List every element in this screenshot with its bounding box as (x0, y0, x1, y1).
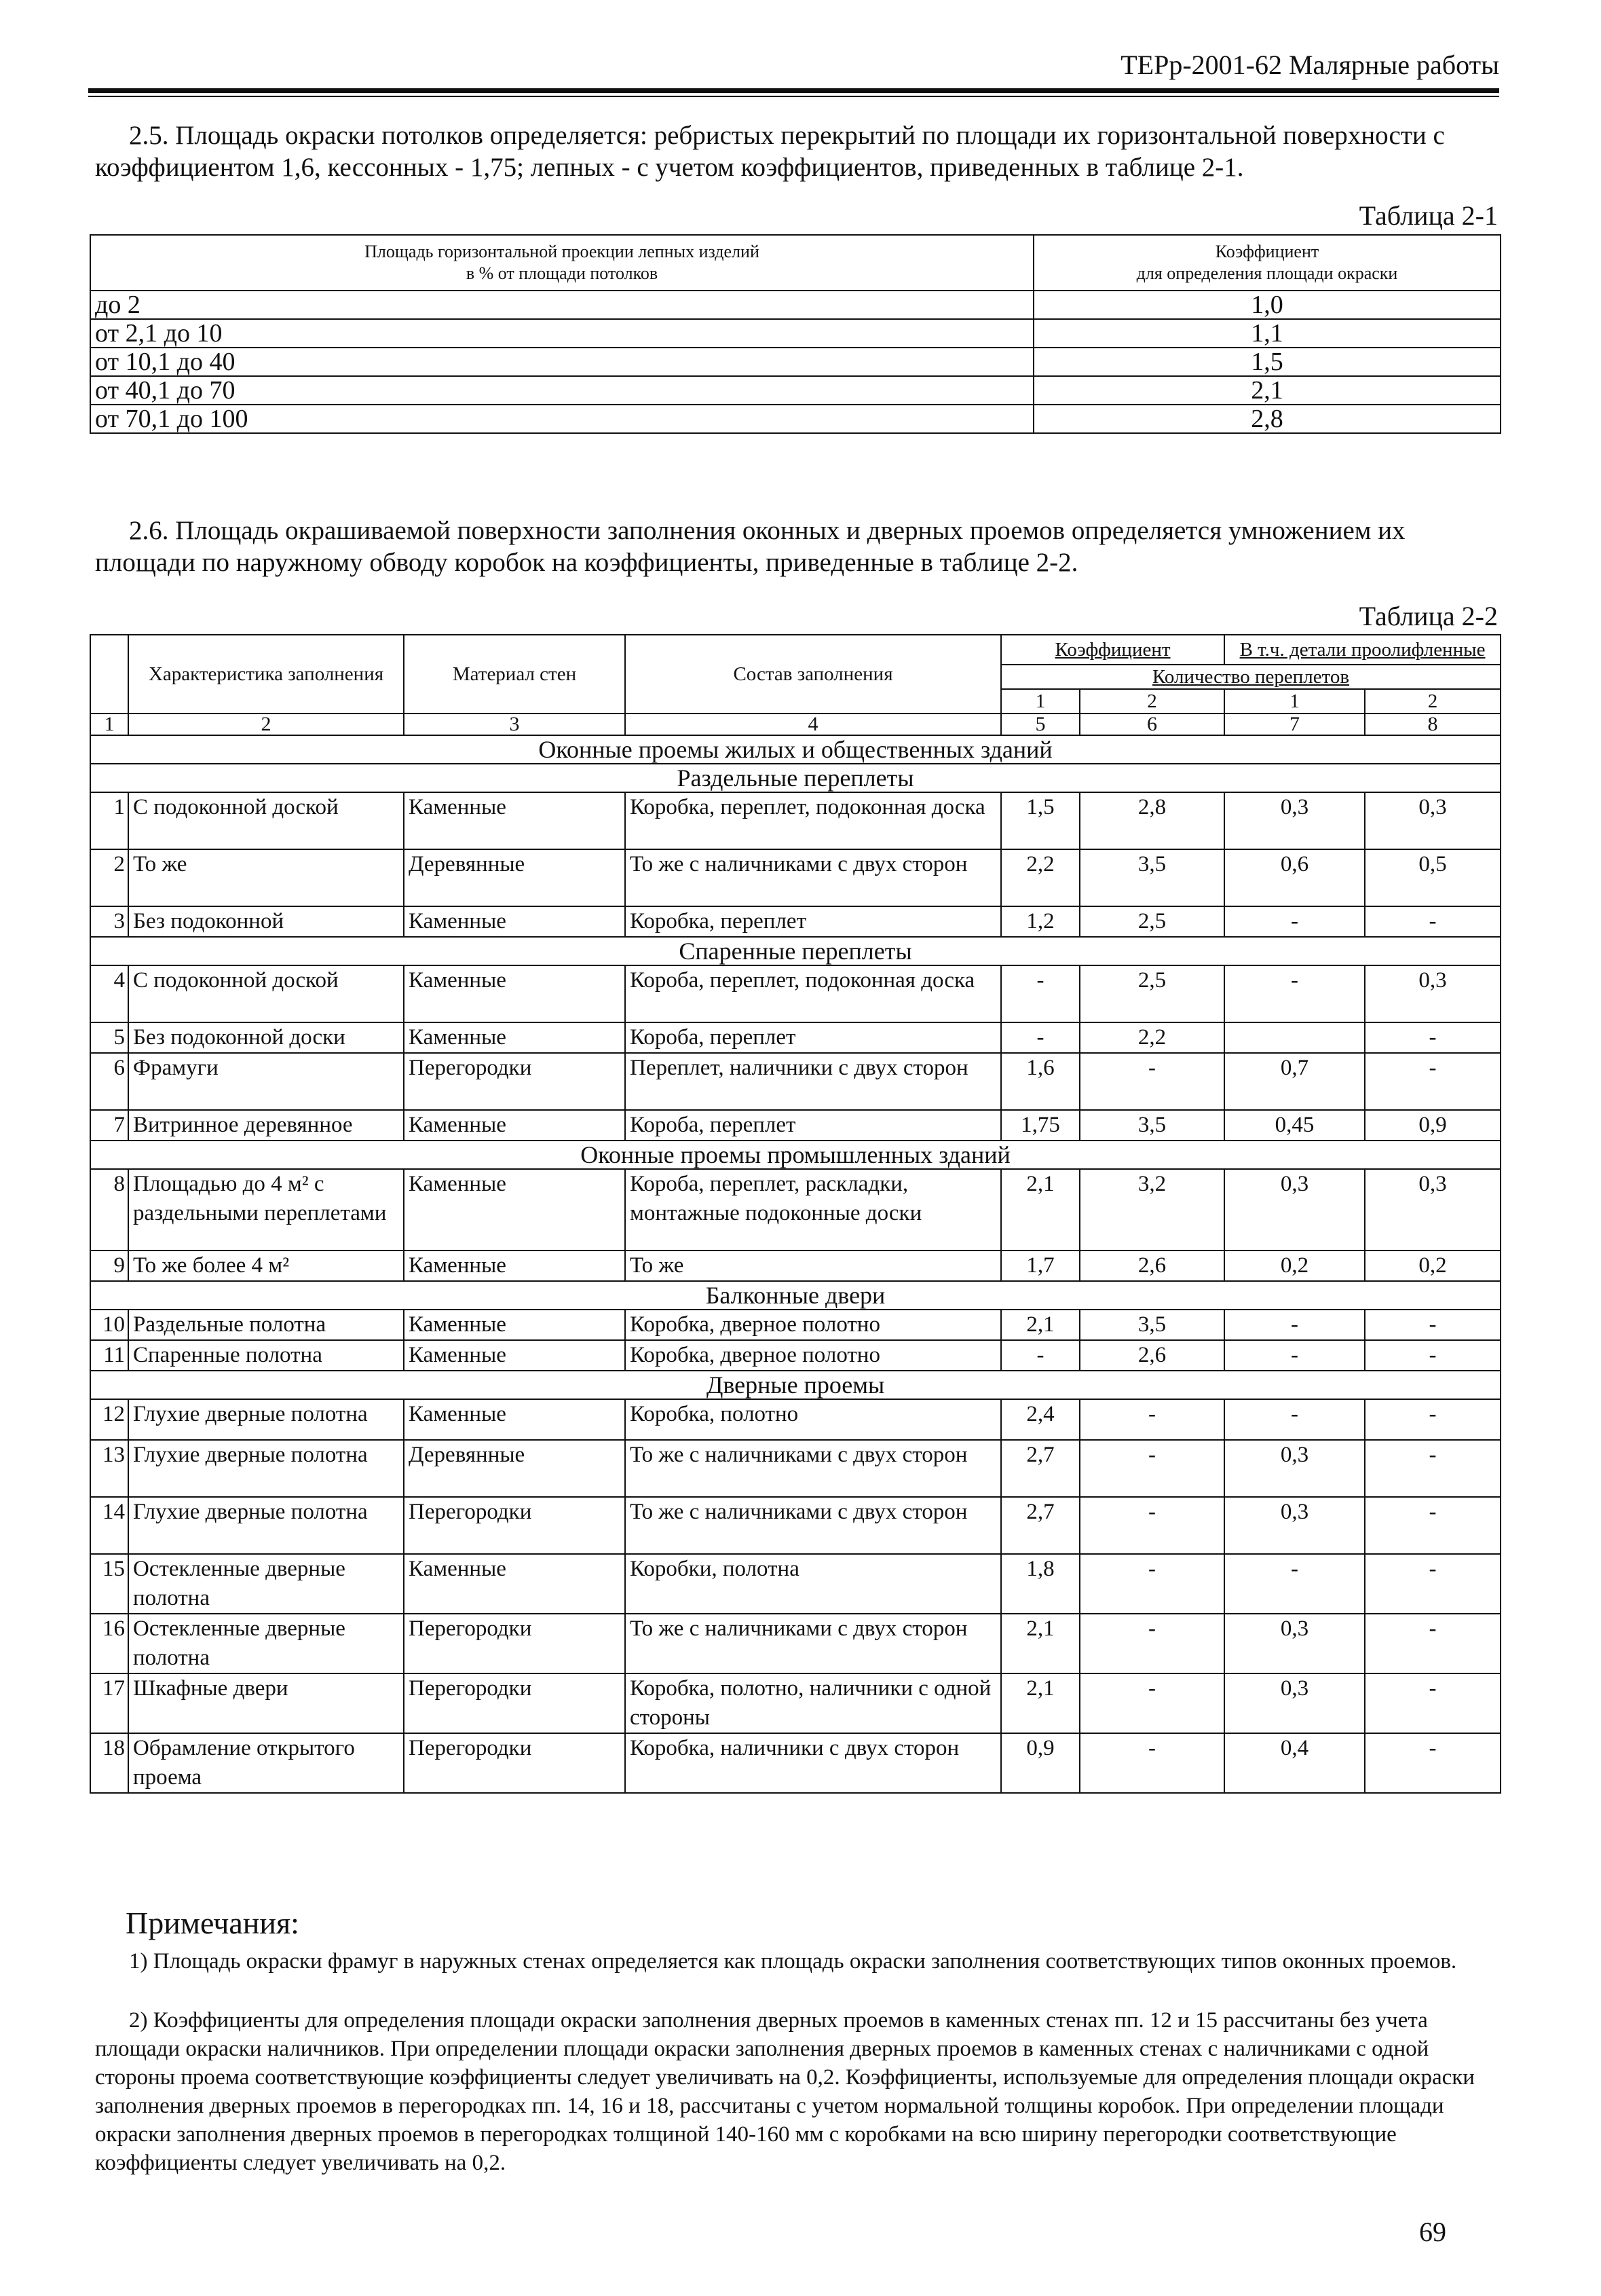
header-title: ТЕРр-2001-62 Малярные работы (1120, 50, 1499, 80)
profiled-1-cell: 0,3 (1224, 1673, 1365, 1733)
table1-header-coef (1034, 235, 1501, 291)
profiled-1-cell: 0,2 (1224, 1251, 1365, 1281)
characteristic-cell: То же (128, 849, 404, 906)
section-title: Балконные двери (90, 1281, 1501, 1310)
coefficient-2-cell: 2,2 (1080, 1022, 1224, 1053)
profiled-2-cell: 0,5 (1365, 849, 1501, 906)
wall-material-cell: Деревянные (404, 1440, 625, 1497)
coefficient-2-cell: 3,5 (1080, 849, 1224, 906)
wall-material-cell: Каменные (404, 1251, 625, 1281)
area-range-cell: от 70,1 до 100 (90, 405, 1034, 433)
profiled-1-cell: - (1224, 1399, 1365, 1440)
coefficient-cell: 1,0 (1034, 291, 1501, 319)
header-line: в % от площади потолков (466, 263, 658, 283)
header-sub: 1 (1001, 689, 1080, 714)
table-row (90, 1614, 1501, 1673)
wall-material-cell: Каменные (404, 1554, 625, 1614)
coefficient-1-cell: 2,2 (1001, 849, 1080, 906)
wall-material-cell: Каменные (404, 1022, 625, 1053)
profiled-2-cell: - (1365, 1614, 1501, 1673)
area-range-cell: от 10,1 до 40 (90, 348, 1034, 376)
profiled-2-cell: - (1365, 1310, 1501, 1340)
characteristic-cell: Фрамуги (128, 1053, 404, 1110)
coefficient-1-cell: 2,4 (1001, 1399, 1080, 1440)
header-material: Материал стен (404, 635, 625, 714)
composition-cell: Короба, переплет (625, 1110, 1001, 1141)
section-row (90, 937, 1501, 965)
column-number-cell: 4 (625, 714, 1001, 735)
composition-cell: То же (625, 1251, 1001, 1281)
table-row (90, 1340, 1501, 1371)
wall-material-cell: Перегородки (404, 1497, 625, 1554)
coefficient-1-cell: 1,6 (1001, 1053, 1080, 1110)
characteristic-cell: Глухие дверные полотна (128, 1399, 404, 1440)
column-number-cell: 8 (1365, 714, 1501, 735)
wall-material-cell: Каменные (404, 1169, 625, 1251)
coefficient-cell: 1,1 (1034, 319, 1501, 348)
table-row (90, 319, 1501, 348)
profiled-2-cell: - (1365, 1399, 1501, 1440)
profiled-1-cell: - (1224, 1554, 1365, 1614)
header-line: Площадь горизонтальной проекции лепных изделий (364, 242, 759, 261)
section-title: Дверные проемы (90, 1371, 1501, 1399)
composition-cell: Коробка, полотно, наличники с одной стороны (625, 1673, 1001, 1733)
table-row (90, 1022, 1501, 1053)
header-profiled: В т.ч. детали проолифленные (1224, 635, 1501, 665)
composition-cell: Коробка, полотно (625, 1399, 1001, 1440)
section-row (90, 1281, 1501, 1310)
section-title: Раздельные переплеты (90, 764, 1501, 792)
composition-cell: Короба, переплет, раскладки, монтажные подоконные доски (625, 1169, 1001, 1251)
composition-cell: Коробка, дверное полотно (625, 1340, 1001, 1371)
header-rule (88, 88, 1499, 93)
profiled-1-cell: 0,6 (1224, 849, 1365, 906)
coefficient-2-cell: - (1080, 1440, 1224, 1497)
coefficient-1-cell: - (1001, 1340, 1080, 1371)
composition-cell: Переплет, наличники с двух сторон (625, 1053, 1001, 1110)
coefficient-2-cell: - (1080, 1053, 1224, 1110)
section-row (90, 764, 1501, 792)
coefficient-1-cell: 2,1 (1001, 1614, 1080, 1673)
table-row (90, 405, 1501, 433)
table-row (90, 348, 1501, 376)
note-1: 1) Площадь окраски фрамуг в наружных стенах определяется как площадь окраски заполнения соответствующих типов оконных проемов. (129, 1949, 1457, 1974)
coefficient-2-cell: - (1080, 1733, 1224, 1793)
column-number-row (90, 714, 1501, 735)
profiled-1-cell: 0,7 (1224, 1053, 1365, 1110)
coefficient-1-cell: - (1001, 965, 1080, 1022)
profiled-2-cell: 0,3 (1365, 965, 1501, 1022)
coefficient-cell: 1,5 (1034, 348, 1501, 376)
header-rule-thin (88, 96, 1499, 97)
profiled-2-cell: - (1365, 1497, 1501, 1554)
coefficient-1-cell: 2,7 (1001, 1497, 1080, 1554)
column-number-cell: 5 (1001, 714, 1080, 735)
characteristic-cell: Остекленные дверные полотна (128, 1554, 404, 1614)
row-number-cell: 17 (90, 1673, 128, 1733)
characteristic-cell: Спаренные полотна (128, 1340, 404, 1371)
row-number-cell: 12 (90, 1399, 128, 1440)
table-row (90, 1251, 1501, 1281)
composition-cell: Коробка, наличники с двух сторон (625, 1733, 1001, 1793)
characteristic-cell: Витринное деревянное (128, 1110, 404, 1141)
profiled-1-cell: 0,3 (1224, 1440, 1365, 1497)
characteristic-cell: Остекленные дверные полотна (128, 1614, 404, 1673)
header-frame-count: Количество переплетов (1001, 665, 1501, 689)
characteristic-cell: Без подоконной (128, 906, 404, 937)
profiled-1-cell: 0,3 (1224, 1497, 1365, 1554)
section-title: Спаренные переплеты (90, 937, 1501, 965)
profiled-2-cell: 0,9 (1365, 1110, 1501, 1141)
coefficient-1-cell: 1,8 (1001, 1554, 1080, 1614)
paragraph-2-5: 2.5. Площадь окраски потолков определяется: ребристых перекрытий по площади их горизонтальной поверхности с коэффициентом 1,6, кессонных - 1,75; лепных - с учетом коэффициентов, приведенных в таблице 2-1. (95, 121, 1445, 182)
composition-cell: Короба, переплет, подоконная доска (625, 965, 1001, 1022)
profiled-2-cell: - (1365, 1053, 1501, 1110)
wall-material-cell: Каменные (404, 965, 625, 1022)
row-number-cell: 1 (90, 792, 128, 849)
wall-material-cell: Каменные (404, 1399, 625, 1440)
column-number-cell: 7 (1224, 714, 1365, 735)
coefficient-2-cell: 3,2 (1080, 1169, 1224, 1251)
profiled-2-cell: - (1365, 1022, 1501, 1053)
profiled-1-cell: 0,3 (1224, 1614, 1365, 1673)
header-sub: 2 (1365, 689, 1501, 714)
composition-cell: Коробки, полотна (625, 1554, 1001, 1614)
characteristic-cell: Площадью до 4 м² с раздельными переплетами (128, 1169, 404, 1251)
characteristic-cell: Обрамление открытого проема (128, 1733, 404, 1793)
row-number-cell: 7 (90, 1110, 128, 1141)
characteristic-cell: С подоконной доской (128, 792, 404, 849)
composition-cell: Коробка, переплет, подоконная доска (625, 792, 1001, 849)
profiled-2-cell: - (1365, 1554, 1501, 1614)
header-num (90, 635, 128, 714)
wall-material-cell: Перегородки (404, 1733, 625, 1793)
coefficient-cell: 2,1 (1034, 376, 1501, 405)
area-range-cell: до 2 (90, 291, 1034, 319)
header-line: Коэффициент (1215, 242, 1319, 261)
table-2-1 (90, 234, 1501, 434)
coefficient-2-cell: - (1080, 1673, 1224, 1733)
table1-caption: Таблица 2-1 (1359, 200, 1498, 231)
section-row (90, 735, 1501, 764)
row-number-cell: 18 (90, 1733, 128, 1793)
table-row (90, 1310, 1501, 1340)
wall-material-cell: Каменные (404, 1110, 625, 1141)
coefficient-1-cell: 1,7 (1001, 1251, 1080, 1281)
characteristic-cell: То же более 4 м² (128, 1251, 404, 1281)
composition-cell: Коробка, переплет (625, 906, 1001, 937)
table2-caption: Таблица 2-2 (1359, 601, 1498, 631)
section-row (90, 1141, 1501, 1169)
table-row (90, 291, 1501, 319)
characteristic-cell: Без подоконной доски (128, 1022, 404, 1053)
column-number-cell: 1 (90, 714, 128, 735)
table-row (90, 1440, 1501, 1497)
coefficient-2-cell: - (1080, 1399, 1224, 1440)
row-number-cell: 8 (90, 1169, 128, 1251)
wall-material-cell: Каменные (404, 906, 625, 937)
table-row (90, 906, 1501, 937)
profiled-1-cell: 0,45 (1224, 1110, 1365, 1141)
column-number-cell: 2 (128, 714, 404, 735)
table-row (90, 1497, 1501, 1554)
coefficient-2-cell: - (1080, 1497, 1224, 1554)
profiled-2-cell: - (1365, 1340, 1501, 1371)
row-number-cell: 4 (90, 965, 128, 1022)
header-sub: 2 (1080, 689, 1224, 714)
section-title: Оконные проемы жилых и общественных зданий (90, 735, 1501, 764)
section-row (90, 1371, 1501, 1399)
coefficient-2-cell: 2,5 (1080, 906, 1224, 937)
profiled-1-cell: 0,4 (1224, 1733, 1365, 1793)
area-range-cell: от 40,1 до 70 (90, 376, 1034, 405)
wall-material-cell: Каменные (404, 1340, 625, 1371)
column-number-cell: 3 (404, 714, 625, 735)
composition-cell: Коробка, дверное полотно (625, 1310, 1001, 1340)
characteristic-cell: Глухие дверные полотна (128, 1497, 404, 1554)
composition-cell: То же с наличниками с двух сторон (625, 1497, 1001, 1554)
row-number-cell: 9 (90, 1251, 128, 1281)
area-range-cell: от 2,1 до 10 (90, 319, 1034, 348)
table-row (90, 1554, 1501, 1614)
wall-material-cell: Каменные (404, 1310, 625, 1340)
profiled-2-cell: 0,2 (1365, 1251, 1501, 1281)
coefficient-1-cell: 2,1 (1001, 1310, 1080, 1340)
profiled-1-cell: - (1224, 906, 1365, 937)
profiled-2-cell: - (1365, 1673, 1501, 1733)
row-number-cell: 11 (90, 1340, 128, 1371)
profiled-1-cell: 0,3 (1224, 792, 1365, 849)
header-coefficient: Коэффициент (1001, 635, 1224, 665)
profiled-2-cell: 0,3 (1365, 792, 1501, 849)
table-2-2 (90, 634, 1501, 1794)
header-characteristic: Характеристика заполнения (128, 635, 404, 714)
characteristic-cell: Шкафные двери (128, 1673, 404, 1733)
profiled-1-cell: - (1224, 1340, 1365, 1371)
profiled-1-cell: - (1224, 1310, 1365, 1340)
profiled-1-cell (1224, 1022, 1365, 1053)
composition-cell: То же с наличниками с двух сторон (625, 849, 1001, 906)
characteristic-cell: Глухие дверные полотна (128, 1440, 404, 1497)
coefficient-1-cell: 1,5 (1001, 792, 1080, 849)
table-row (90, 1053, 1501, 1110)
coefficient-1-cell: 0,9 (1001, 1733, 1080, 1793)
page-header (88, 49, 1499, 96)
row-number-cell: 5 (90, 1022, 128, 1053)
note-2: 2) Коэффициенты для определения площади окраски заполнения дверных проемов в каменных стенах пп. 12 и 15 рассчитаны без учета площади окраски наличников. При определении площади окраски заполнения дверных проемов в каменных стенах с наличниками с одной стороны проема соответствующие коэффициенты следует увеличивать на 0,2. Коэффициенты, используемые для определения площади окраски заполнения дверных проемов в перегородках пп. 14, 16 и 18, рассчитаны с учетом нормальной толщины коробок. При определении площади окраски заполнения дверных проемов в перегородках толщиной 140-160 мм с коробками на всю ширину перегородки соответствующие коэффициенты следует увеличивать на 0,2. (95, 2008, 1475, 2175)
header-line: для определения площади окраски (1136, 263, 1398, 283)
wall-material-cell: Перегородки (404, 1673, 625, 1733)
characteristic-cell: Раздельные полотна (128, 1310, 404, 1340)
row-number-cell: 15 (90, 1554, 128, 1614)
profiled-2-cell: - (1365, 1733, 1501, 1793)
row-number-cell: 2 (90, 849, 128, 906)
coefficient-2-cell: 2,5 (1080, 965, 1224, 1022)
profiled-2-cell: 0,3 (1365, 1169, 1501, 1251)
coefficient-2-cell: 2,8 (1080, 792, 1224, 849)
wall-material-cell: Перегородки (404, 1053, 625, 1110)
composition-cell: Короба, переплет (625, 1022, 1001, 1053)
page-number: 69 (1419, 2217, 1446, 2247)
composition-cell: То же с наличниками с двух сторон (625, 1440, 1001, 1497)
wall-material-cell: Деревянные (404, 849, 625, 906)
coefficient-2-cell: 3,5 (1080, 1110, 1224, 1141)
profiled-1-cell: 0,3 (1224, 1169, 1365, 1251)
table-row (90, 1673, 1501, 1733)
characteristic-cell: С подоконной доской (128, 965, 404, 1022)
header-sub: 1 (1224, 689, 1365, 714)
table1-header-area (90, 235, 1034, 291)
coefficient-1-cell: 1,75 (1001, 1110, 1080, 1141)
row-number-cell: 14 (90, 1497, 128, 1554)
row-number-cell: 16 (90, 1614, 128, 1673)
paragraph-2-6: 2.6. Площадь окрашиваемой поверхности заполнения оконных и дверных проемов определяется умножением их площади по наружному обводу коробок на коэффициенты, приведенные в таблице 2-2. (95, 516, 1406, 577)
row-number-cell: 13 (90, 1440, 128, 1497)
table-row (90, 1110, 1501, 1141)
coefficient-1-cell: 2,1 (1001, 1169, 1080, 1251)
coefficient-2-cell: 2,6 (1080, 1251, 1224, 1281)
table-row (90, 965, 1501, 1022)
composition-cell: То же с наличниками с двух сторон (625, 1614, 1001, 1673)
wall-material-cell: Каменные (404, 792, 625, 849)
header-composition: Состав заполнения (625, 635, 1001, 714)
profiled-1-cell: - (1224, 965, 1365, 1022)
notes-title: Примечания: (126, 1906, 299, 1940)
coefficient-2-cell: 3,5 (1080, 1310, 1224, 1340)
coefficient-cell: 2,8 (1034, 405, 1501, 433)
wall-material-cell: Перегородки (404, 1614, 625, 1673)
section-title: Оконные проемы промышленных зданий (90, 1141, 1501, 1169)
coefficient-1-cell: - (1001, 1022, 1080, 1053)
table-row (90, 1733, 1501, 1793)
row-number-cell: 6 (90, 1053, 128, 1110)
table-row (90, 1399, 1501, 1440)
profiled-2-cell: - (1365, 1440, 1501, 1497)
profiled-2-cell: - (1365, 906, 1501, 937)
row-number-cell: 3 (90, 906, 128, 937)
table-row (90, 1169, 1501, 1251)
table-row (90, 792, 1501, 849)
table-row (90, 849, 1501, 906)
coefficient-1-cell: 2,7 (1001, 1440, 1080, 1497)
row-number-cell: 10 (90, 1310, 128, 1340)
coefficient-2-cell: - (1080, 1614, 1224, 1673)
coefficient-1-cell: 2,1 (1001, 1673, 1080, 1733)
coefficient-2-cell: - (1080, 1554, 1224, 1614)
coefficient-2-cell: 2,6 (1080, 1340, 1224, 1371)
coefficient-1-cell: 1,2 (1001, 906, 1080, 937)
column-number-cell: 6 (1080, 714, 1224, 735)
table-row (90, 376, 1501, 405)
